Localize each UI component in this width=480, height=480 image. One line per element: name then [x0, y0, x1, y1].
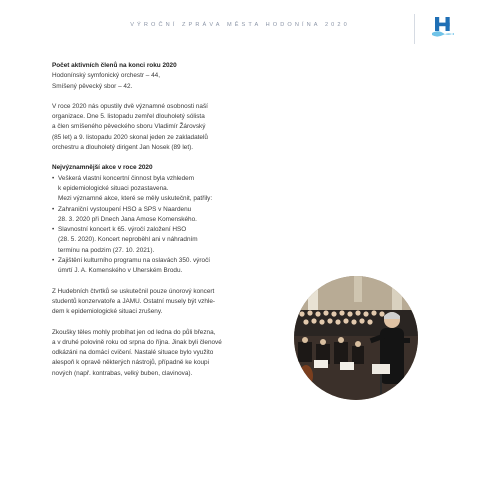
bullet-icon: •: [52, 257, 55, 265]
running-header: VÝROČNÍ ZPRÁVA MĚSTA HODONÍNA 2020: [130, 22, 350, 28]
obituary-line: organizace. Dne 5. listopadu zemřel dlouholetý sólista: [52, 113, 205, 121]
bullet-icon: •: [52, 226, 55, 234]
bullet-icon: •: [52, 205, 55, 213]
obituary-line: (85 let) a 9. listopadu 2020 skonal jeden ze zakladatelů: [52, 133, 208, 141]
list-item: • Zajištění kulturního programu na oslavách 350. výročí: [52, 256, 292, 266]
list-item-continuation: úmrtí J. A. Komenského v Uherském Brodu.: [58, 267, 183, 275]
list-item: • Zahraniční vystoupení HSO a SPS v Naardenu: [52, 205, 292, 215]
rehearsals-line: nových (např. kontrabas, velký buben, clavinova).: [52, 369, 193, 377]
bullet-icon: •: [52, 174, 55, 182]
members-line: Smíšený pěvecký sbor – 42.: [52, 82, 133, 90]
obituary-line: a člen smíšeného pěveckého sboru Vladimír Žárovský: [52, 123, 206, 131]
obituary-line: orchestru a dlouholetý dirigent Jan Nosek (89 let).: [52, 144, 194, 152]
list-item-continuation: 28. 3. 2020 při Dnech Jana Amose Komenského.: [58, 215, 197, 223]
header-divider: [414, 14, 415, 44]
rehearsals-line: alespoň k opravě některých nástrojů, případně ke koupi: [52, 359, 210, 367]
members-heading: Počet aktivních členů na konci roku 2020: [52, 62, 177, 69]
rehearsals-line: odkázáni na domácí cvičení. Nastalé situace bylo využito: [52, 349, 214, 357]
orchestra-photo: [294, 276, 418, 400]
rehearsals-line: a v druhé polovině roku od srpna do října. Jinak byli členové: [52, 338, 222, 346]
list-item: • Veškerá vlastní koncertní činnost byla vzhledem: [52, 174, 292, 184]
thursdays-line: studentů konzervatoře a JAMU. Ostatní musely být vzhle-: [52, 297, 216, 305]
thursdays-line: Z Hudebních čtvrtků se uskutečnil pouze únorový koncert: [52, 287, 215, 295]
list-item: • Slavnostní koncert k 65. výročí založení HSO: [52, 225, 292, 235]
list-item-continuation: k epidemiologické situaci pozastavena.: [58, 184, 169, 192]
obituary-line: V roce 2020 nás opustily dvě významné osobnosti naší: [52, 102, 208, 110]
events-heading: Nejvýznamnější akce v roce 2020: [52, 164, 153, 172]
members-line: Hodonínský symfonický orchestr – 44,: [52, 72, 160, 80]
body-text: [52, 61, 292, 379]
rehearsals-line: Zkoušky těles mohly probíhat jen od ledna do půli března,: [52, 328, 216, 336]
list-item-continuation: (28. 5. 2020). Koncert neproběhl ani v náhradním: [58, 236, 198, 244]
thursdays-line: dem k epidemiologické situaci zrušeny.: [52, 308, 163, 316]
hodonin-logo-icon: [430, 14, 456, 40]
list-item-continuation: Mezi významné akce, které se měly uskutečnit, patřily:: [58, 195, 213, 203]
orchestra-concert-photo-icon: [294, 276, 418, 400]
list-item-continuation: termínu na podzim (27. 10. 2021).: [58, 246, 155, 254]
